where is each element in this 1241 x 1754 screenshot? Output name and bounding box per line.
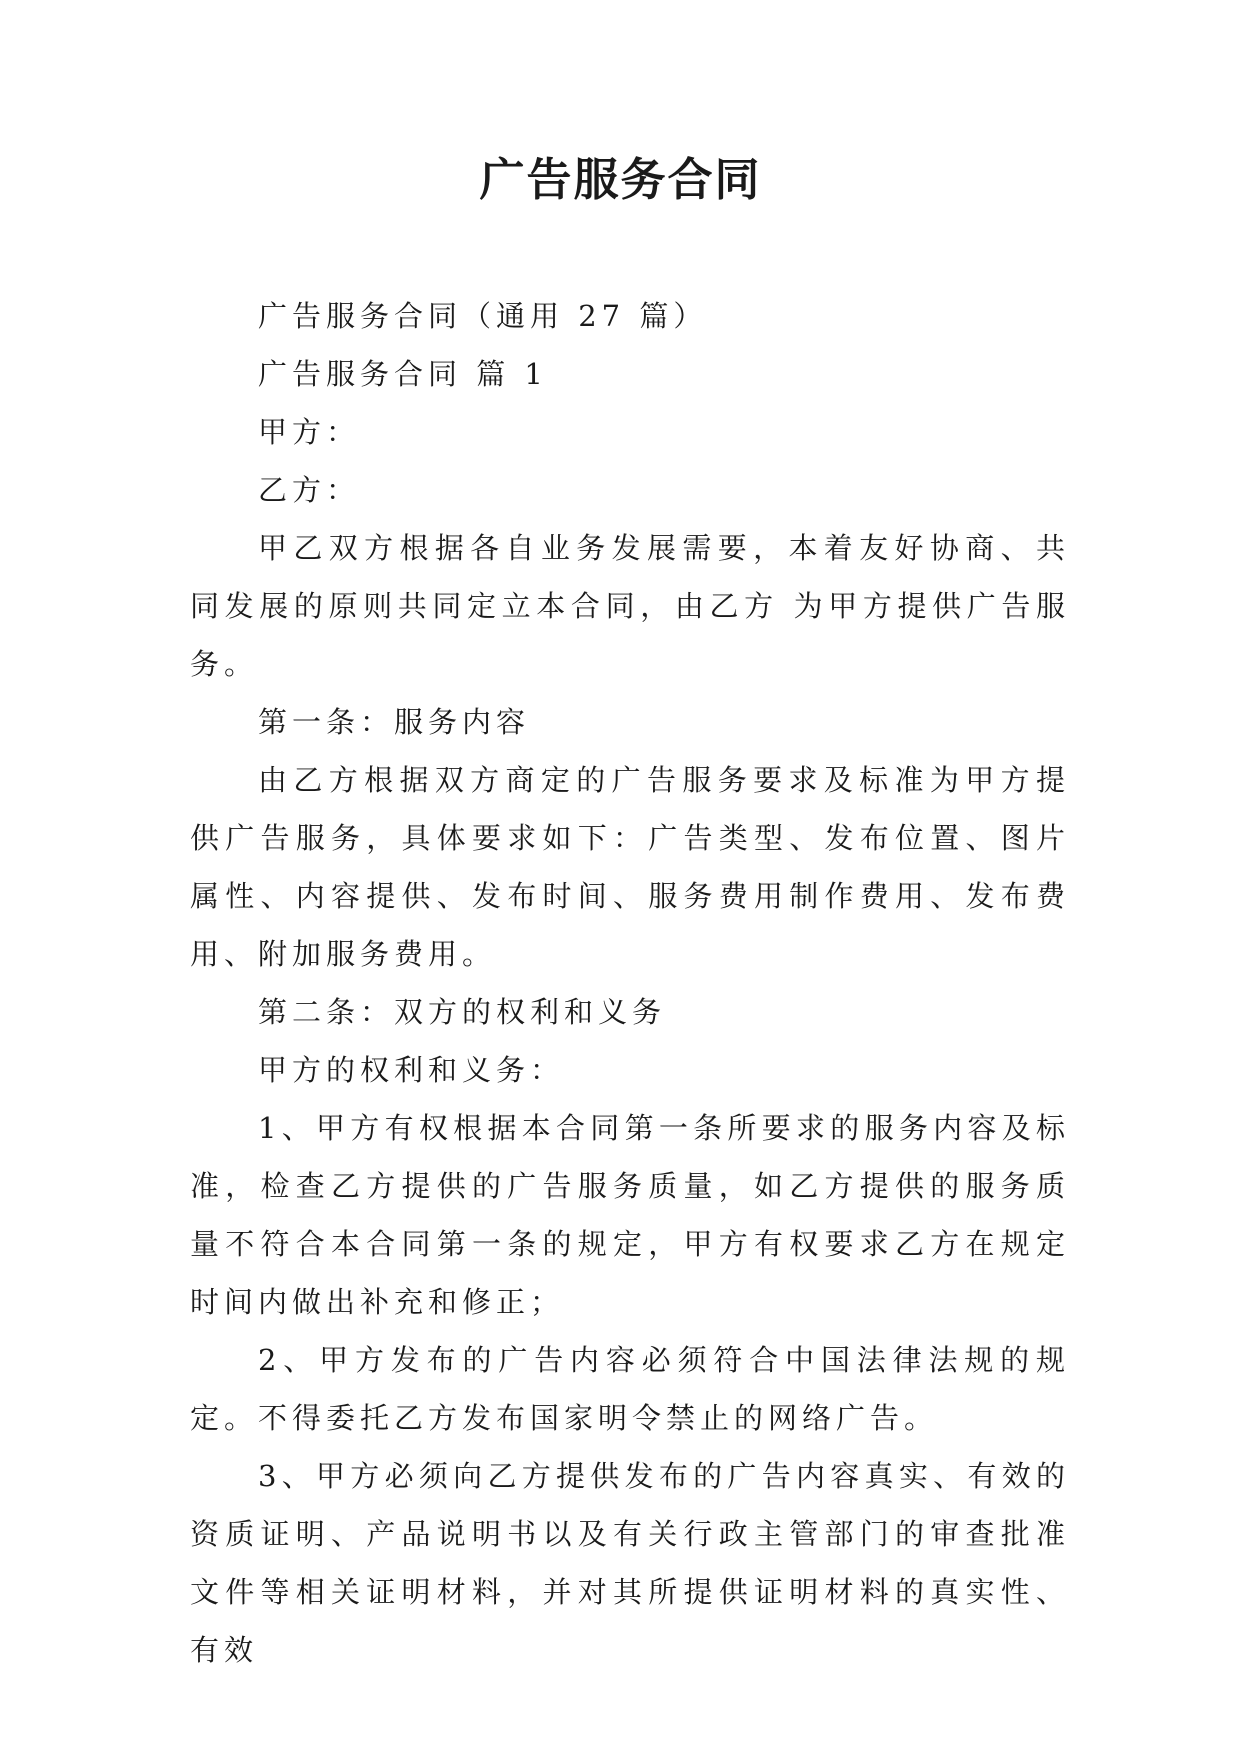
paragraph-collection-title: 广告服务合同（通用 27 篇） xyxy=(258,299,708,333)
paragraph-party-a-rights-heading: 甲方的权利和义务： xyxy=(258,1053,565,1087)
paragraph-party-a: 甲方： xyxy=(258,415,361,449)
document-body xyxy=(190,287,1070,1679)
paragraph-article-2-heading: 第二条：双方的权利和义务 xyxy=(258,995,667,1029)
paragraph-party-b: 乙方： xyxy=(258,473,361,507)
paragraph-article-1-body: 由乙方根据双方商定的广告服务要求及标准为甲方提供广告服务，具体要求如下：广告类型、发布位置、图片属性、内容提供、发布时间、服务费用制作费用、发布费用、附加服务费用。 xyxy=(190,763,1070,971)
paragraph-preamble: 甲乙双方根据各自业务发展需要，本着友好协商、共同发展的原则共同定立本合同，由乙方 为甲方提供广告服务。 xyxy=(190,531,1070,681)
paragraph-section-heading: 广告服务合同 篇 1 xyxy=(258,357,548,391)
paragraph-article-1-heading: 第一条：服务内容 xyxy=(258,705,531,739)
paragraph-clause-2: 2、甲方发布的广告内容必须符合中国法律法规的规定。不得委托乙方发布国家明令禁止的网络广告。 xyxy=(190,1343,1070,1435)
paragraph-clause-3: 3、甲方必须向乙方提供发布的广告内容真实、有效的资质证明、产品说明书以及有关行政主管部门的审查批准文件等相关证明材料，并对其所提供证明材料的真实性、有效 xyxy=(190,1459,1070,1667)
paragraph-clause-1: 1、甲方有权根据本合同第一条所要求的服务内容及标准，检查乙方提供的广告服务质量，如乙方提供的服务质量不符合本合同第一条的规定，甲方有权要求乙方在规定时间内做出补充和修正； xyxy=(190,1111,1070,1319)
document-title: 广告服务合同 xyxy=(479,153,762,206)
